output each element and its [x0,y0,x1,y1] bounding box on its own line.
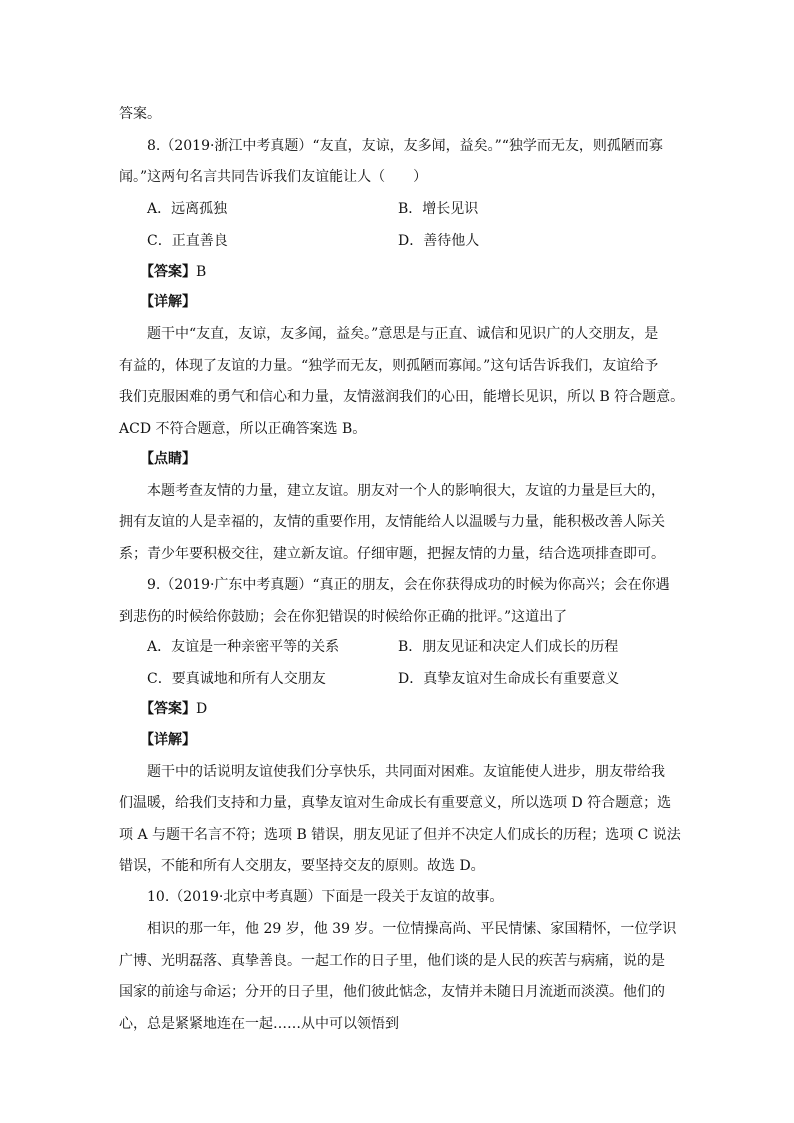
q8-comment-label: 【点睛】 [140,451,196,467]
q8-detail-label: 【详解】 [140,294,196,310]
q10-passage-line-1: 相识的那一年，他 29 岁，他 39 岁。一位情操高尚、平民情愫、家国精怀，一位学识 [147,921,677,937]
q8-stem-line-1: 8.（2019·浙江中考真题）“友直，友谅，友多闻，益矣。”“独学而无友，则孤陋而寡 [147,138,663,154]
q9-stem-line-1: 9.（2019·广东中考真题）“真正的朋友，会在你获得成功的时候为你高兴；会在你遇 [147,577,670,593]
q9-detail-line-2: 们温暖，给我们支持和力量，真挚友谊对生命成长有重要意义，所以选项 D 符合题意；选 [119,795,672,811]
q8-stem-line-2: 闻。”这两句名言共同告诉我们友谊能让人（ ） [119,169,428,185]
q8-option-d: D．善待他人 [398,233,480,249]
q8-answer-label: 【答案】 [140,264,196,280]
q9-answer-label: 【答案】 [140,701,196,717]
q9-stem-line-2: 到悲伤的时候给你鼓励；会在你犯错误的时候给你正确的批评。”这道出了 [119,609,568,625]
q10-passage-line-4: 心，总是紧紧地连在一起……从中可以领悟到 [119,1016,399,1032]
q8-answer [140,261,206,281]
q9-answer [140,698,207,718]
q10-passage-line-3: 国家的前途与命运；分开的日子里，他们彼此惦念，友情并未随日月流逝而淡漠。他们的 [119,984,665,1000]
q8-detail-line-2: 有益的，体现了友谊的力量。“独学而无友，则孤陋而寡闻。”这句话告诉我们，友谊给予 [119,358,659,374]
q9-option-d: D．真挚友谊对生命成长有重要意义 [398,671,620,687]
q8-option-c: C．正直善良 [147,233,228,249]
q10-passage-line-2: 广博、光明磊落、真挚善良。一起工作的日子里，他们谈的是人民的疾苦与病痛，说的是 [119,953,665,969]
q9-answer-value: D [196,701,208,717]
q10-stem: 10.（2019·北京中考真题）下面是一段关于友谊的故事。 [147,889,504,905]
q8-detail-line-3: 我们克服困难的勇气和信心和力量，友情滋润我们的心田，能增长见识，所以 B 符合题意。 [119,389,685,405]
q9-detail-line-1: 题干中的话说明友谊使我们分享快乐，共同面对困难。友谊能使人进步，朋友带给我 [147,764,665,780]
q9-detail-label: 【详解】 [140,732,196,748]
q8-detail-line-1: 题干中“友直，友谅，友多闻，益矣。”意思是与正直、诚信和见识广的人交朋友，是 [147,326,659,342]
q8-answer-value: B [196,264,207,280]
previous-answer-tail: 答案。 [119,106,161,122]
q8-comment-line-3: 系；青少年要积极交往，建立新友谊。仔细审题，把握友情的力量，结合选项排查即可。 [119,546,665,562]
q9-detail-line-3: 项 A 与题干名言不符；选项 B 错误，朋友见证了但并不决定人们成长的历程；选项 C 说法 [119,827,681,843]
q8-detail-line-4: ACD 不符合题意，所以正确答案选 B。 [119,421,367,437]
q8-option-b: B．增长见识 [398,201,479,217]
q9-detail-line-4: 错误，不能和所有人交朋友，要坚持交友的原则。故选 D。 [119,858,485,874]
q8-comment-line-2: 拥有友谊的人是幸福的，友情的重要作用，友情能给人以温暖与力量，能积极改善人际关 [119,514,665,530]
q8-option-a: A．远离孤独 [147,201,228,217]
q8-comment-line-1: 本题考查友情的力量，建立友谊。朋友对一个人的影响很大，友谊的力量是巨大的， [147,483,665,499]
q9-option-b: B．朋友见证和决定人们成长的历程 [398,639,619,655]
q9-option-a: A．友谊是一种亲密平等的关系 [147,639,340,655]
q9-option-c: C．要真诚地和所有人交朋友 [147,671,326,687]
